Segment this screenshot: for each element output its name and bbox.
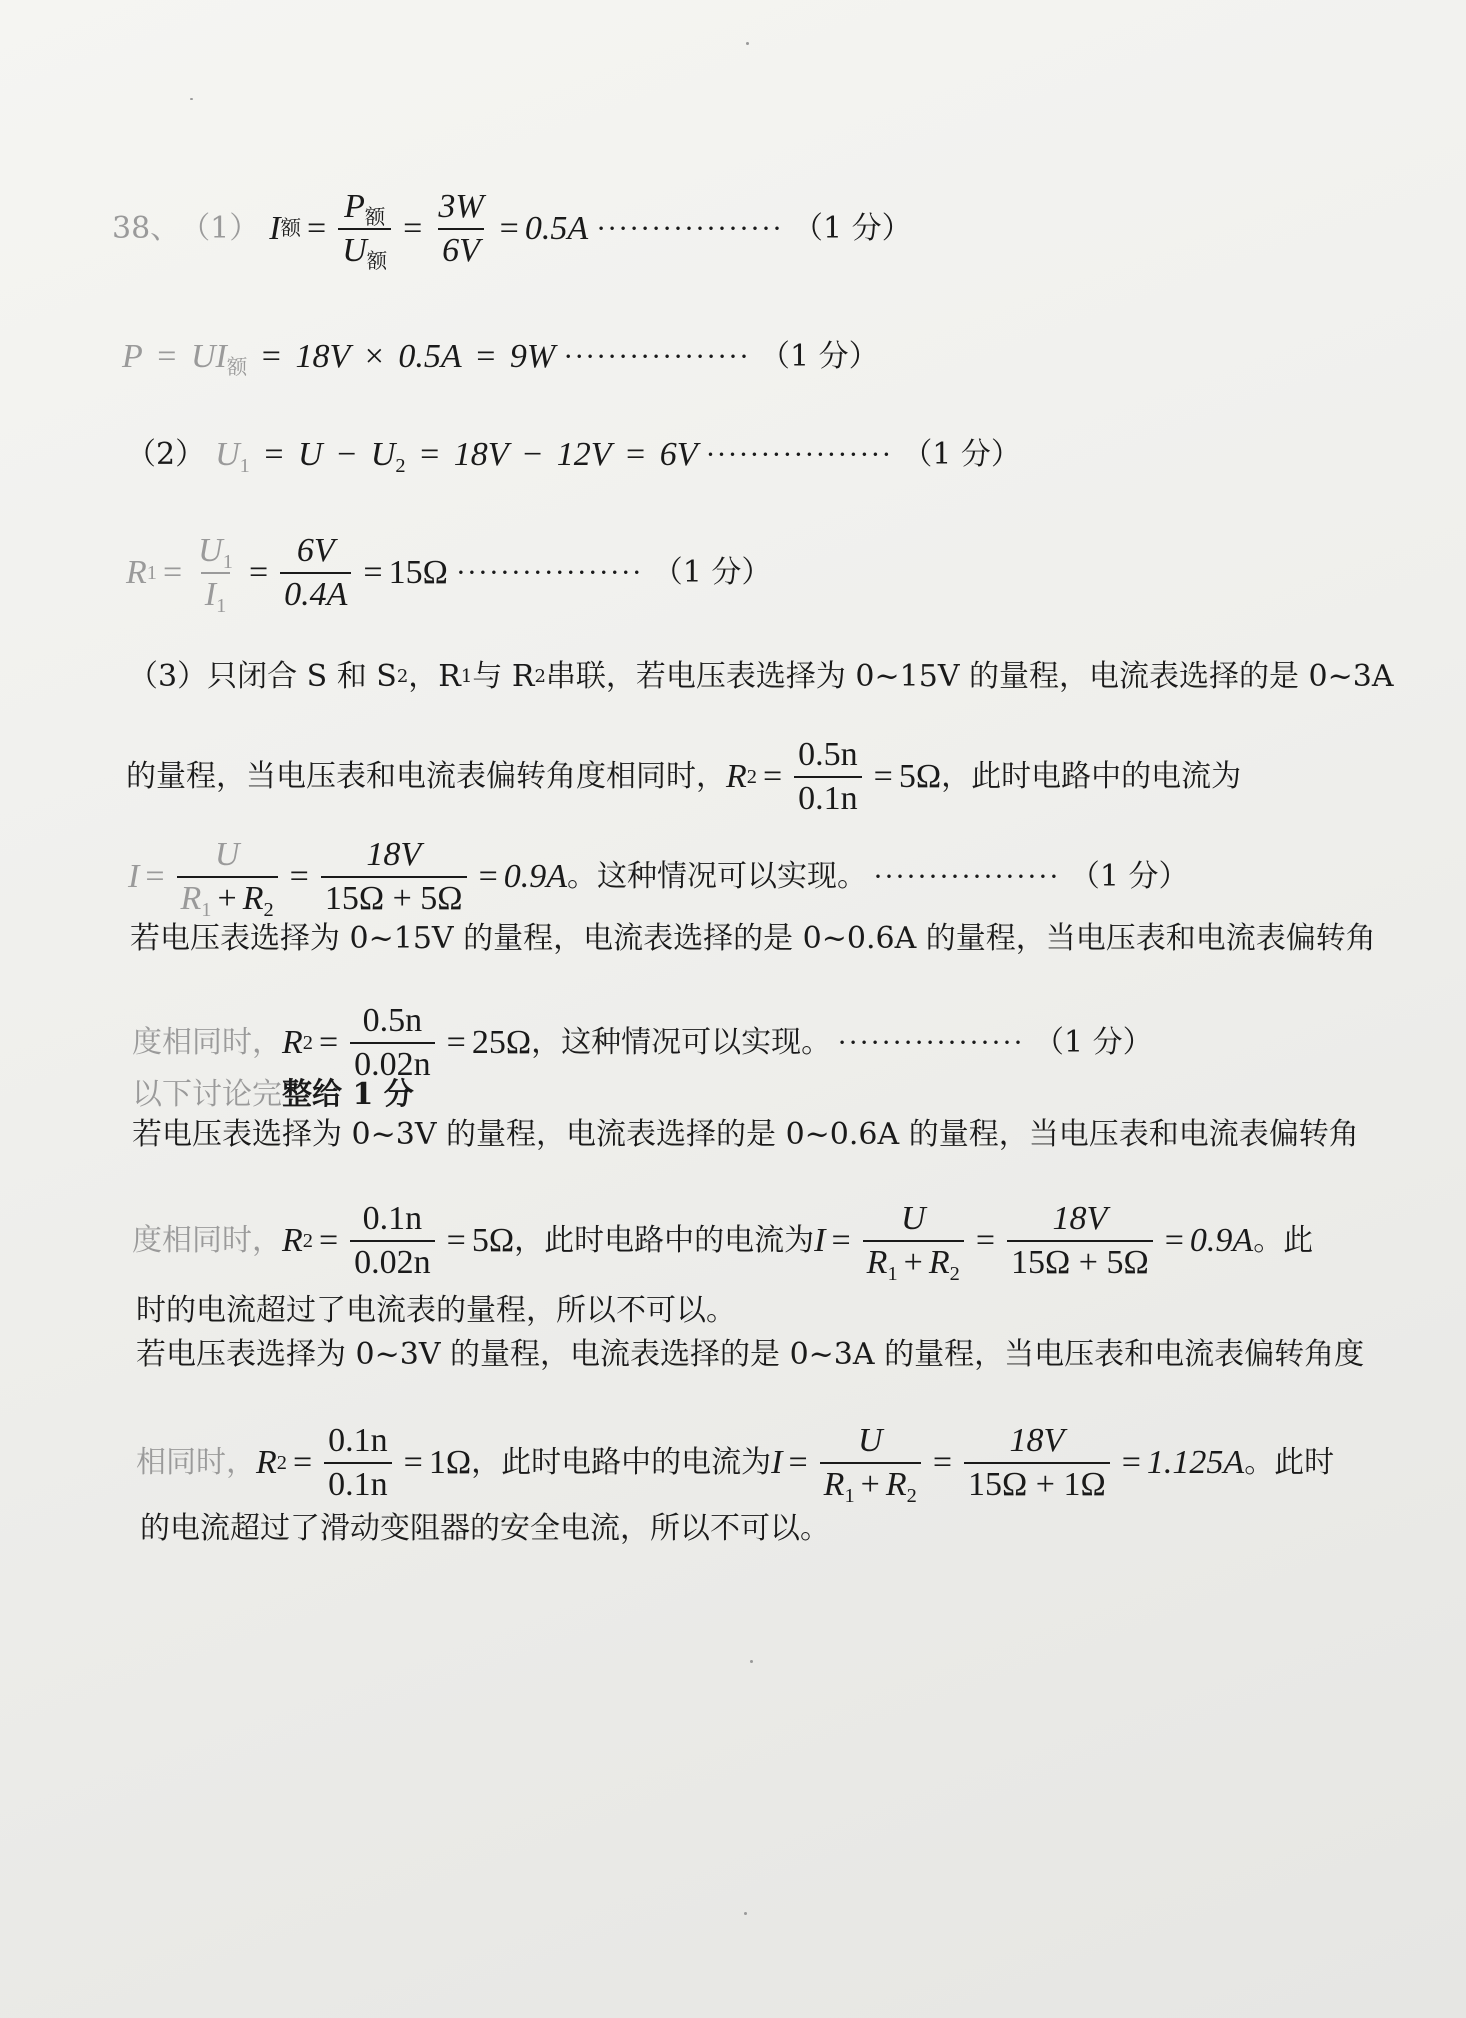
score-note: （1 分）	[1069, 859, 1189, 894]
part-label-3: （3）	[128, 659, 208, 694]
score-note: （1 分）	[760, 339, 879, 374]
formula-voltage: $U_1 = U - U_2 = 18V - 12V = 6V$	[215, 436, 698, 478]
formula-rated-current: I 额 = $\frac{P_额}{U_额}$ = $\frac{3W}{6V}$ = 0.5A	[269, 188, 589, 274]
score-note: （1 分）	[792, 211, 912, 246]
case3-conclusion: 时的电流超过了电流表的量程，所以不可以。	[136, 1293, 736, 1328]
dots: ·················	[455, 556, 643, 589]
part3-case2-result: 度相同时， R 2 = $\frac{0.5n}{0.02n}$ = 25Ω ，这种情况可以实现。 ················· （1 分）	[132, 1002, 1153, 1083]
score-note: （1 分）	[1033, 1025, 1153, 1060]
solution-line-3	[126, 436, 1021, 478]
solution-line-2	[122, 338, 879, 380]
solution-line-4	[126, 532, 772, 618]
case3-calc: 度相同时， R 2 = $\frac{0.1n}{0.02n}$ = 5Ω ，此时电路中的电流为 I = $\frac{U}{R_1 + R_2}$ = $\frac{18V}{15\Omega + 5\Omega}$ = 0.9A 。此	[132, 1200, 1314, 1286]
part-label-2: （2）	[126, 437, 206, 472]
formula-power: $P = UI_额 = 18V \times 0.5A = 9W$	[122, 338, 556, 380]
dots: ·················	[837, 1026, 1024, 1059]
dots: ·················	[705, 438, 893, 471]
bonus-note: 以下讨论完 整给 1 分	[132, 1077, 414, 1112]
paper-speck	[744, 1912, 747, 1915]
dots: ·················	[873, 860, 1060, 893]
case4-calc: 相同时， R 2 = $\frac{0.1n}{0.1n}$ = 1Ω ，此时电路中的电流为 I = $\frac{U}{R_1 + R_2}$ = $\frac{18V}{15\Omega + 1\Omega}$ = 1.125A 。此时	[136, 1422, 1335, 1508]
case3-intro: 若电压表选择为 0~3V 的量程，电流表选择的是 0~0.6A 的量程，当电压表和电流表偏转角	[132, 1117, 1359, 1152]
part3-case1: 的量程，当电压表和电流表偏转角度相同时， R 2 = $\frac{0.5n}{0.1n}$ = 5Ω ，此时电路中的电流为	[126, 736, 1242, 817]
paper-speck	[746, 42, 749, 45]
question-number: 38、	[112, 211, 181, 246]
dots: ·················	[563, 340, 751, 373]
part3-case2: 若电压表选择为 0~15V 的量程，电流表选择的是 0~0.6A 的量程，当电压表和电流表偏转角	[130, 921, 1376, 956]
case4-conclusion: 的电流超过了滑动变阻器的安全电流，所以不可以。	[140, 1511, 830, 1546]
part-label-1: （1）	[180, 211, 260, 246]
part3-case1-current: I = $\frac{U}{R_1 + R_2}$ = $\frac{18V}{15\Omega + 5\Omega}$ = 0.9A 。这种情况可以实现。 ················· （1 分）	[128, 836, 1189, 922]
formula-resistance: R 1 = $\frac{U_1}{I_1}$ = $\frac{6V}{0.4A}$ = 15Ω	[126, 532, 448, 618]
case4-intro: 若电压表选择为 0~3V 的量程，电流表选择的是 0~3A 的量程，当电压表和电流表偏转角度	[136, 1337, 1365, 1372]
score-note: （1 分）	[902, 437, 1021, 472]
paper-speck	[190, 98, 193, 100]
score-note: （1 分）	[652, 555, 772, 590]
dots: ·················	[596, 212, 783, 245]
solution-line-1	[112, 188, 912, 274]
part3-intro: （3） 只闭合 S 和 S 2 ，R 1 与 R 2 串联，若电压表选择为 0~15V 的量程，电流表选择的是 0~3A	[128, 659, 1394, 694]
paper-speck	[750, 1660, 753, 1663]
